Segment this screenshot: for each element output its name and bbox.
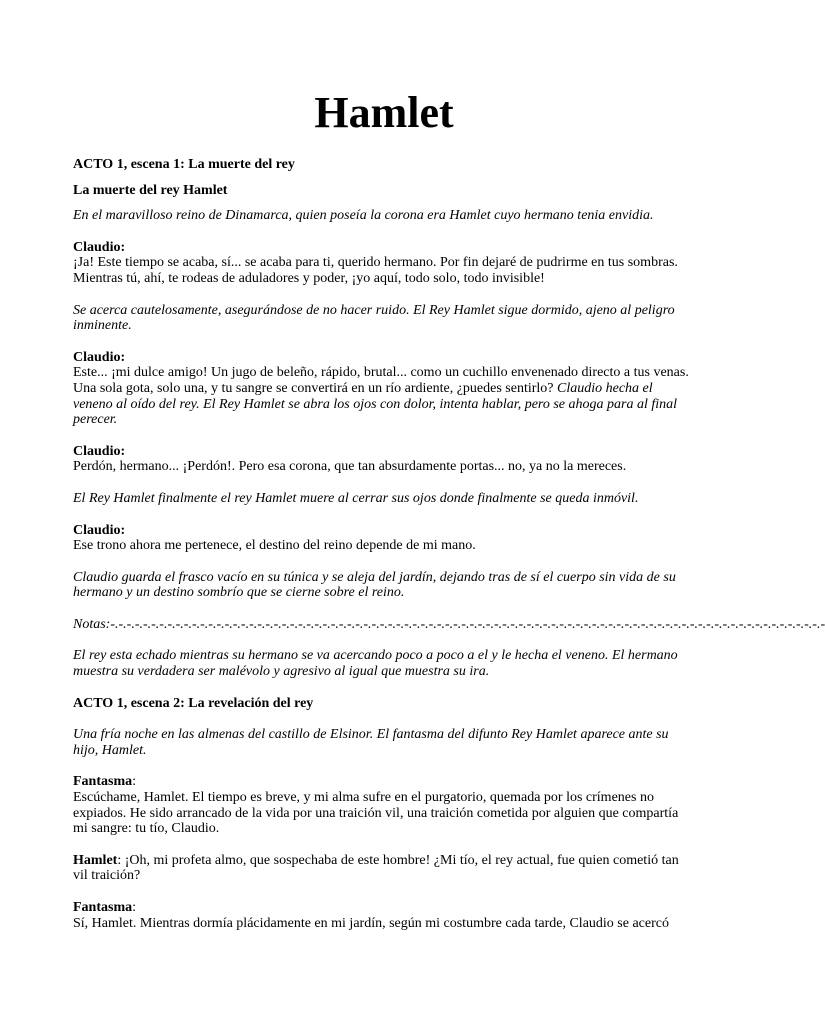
stage-direction-1: En el maravilloso reino de Dinamarca, quien poseía la corona era Hamlet cuyo hermano tenia envidia. — [73, 208, 654, 224]
dialogue-fantasma-2 — [73, 900, 695, 931]
dialogue-line: Este... ¡mi dulce amigo! Un jugo de beleño, rápido, brutal... como un cuchillo envenenado directo a tus venas. Una sola gota, solo una, y tu sangre se convertirá en un río ardiente, ¿puedes sentirlo? — [73, 365, 689, 396]
dialogue-claudio-2 — [73, 350, 695, 428]
dialogue-claudio-1 — [73, 240, 695, 287]
notes-divider: Notas:-.-.-.-.-.-.-.-.-.-.-.-.-.-.-.-.-.-.-.-.-.-.-.-.-.-.-.-.-.-.-.-.-.-.-.-.-.-.-.-.-.-.-.-.-.-.-.-.-.-.-.-.-.-.-.-.-.-.-.-.-.-.-.-.-.-.-.-.-.-.-.-.-.-.-.-.-.-.-.-.-.-.-.-.-.-.-.- — [73, 616, 825, 632]
act1-scene1-subheading: La muerte del rey Hamlet — [73, 182, 228, 198]
dialogue-text: Perdón, hermano... ¡Perdón!. Pero esa corona, que tan absurdamente portas... no, ya no la mereces. — [73, 459, 627, 475]
dialogue-claudio-3 — [73, 444, 695, 475]
dialogue-text: : ¡Oh, mi profeta almo, que sospechaba de este hombre! ¿Mi tío, el rey actual, fue quien cometió tan vil traición? — [73, 852, 679, 884]
speaker-claudio: Claudio: — [73, 443, 126, 459]
stage-direction-4: Claudio guarda el frasco vacío en su túnica y se aleja del jardín, dejando tras de sí el cuerpo sin vida de su hermano y un destino sombrío que se cierne sobre el reino. — [73, 569, 676, 601]
speaker-hamlet: Hamlet — [73, 852, 118, 868]
stage-direction-5: Una fría noche en las almenas del castillo de Elsinor. El fantasma del difunto Rey Hamlet aparece ante su hijo, Hamlet. — [73, 727, 669, 758]
speaker-colon: : — [132, 900, 137, 915]
notes-text: El rey esta echado mientras su hermano se va acercando poco a poco a el y le hecha el veneno. El hermano muestra su verdadera ser malévolo y agresivo al igual que muestra su ira. — [73, 648, 678, 680]
speaker-colon: : — [132, 774, 137, 790]
document-body — [73, 86, 825, 947]
speaker-line — [73, 774, 695, 790]
act1-scene1-heading: ACTO 1, escena 1: La muerte del rey — [73, 157, 295, 172]
dialogue-hamlet-1 — [73, 853, 695, 884]
inline-stage-direction: Claudio hecha el veneno al oído del rey. El Rey Hamlet se abra los ojos con dolor, intenta hablar, pero se ahoga para al final perecer. — [73, 380, 678, 428]
speaker-claudio: Claudio: — [73, 239, 126, 255]
speaker-fantasma: Fantasma — [73, 774, 133, 790]
dialogue-text: Escúchame, Hamlet. El tiempo es breve, y mi alma sufre en el purgatorio, quemada por los crímenes no expiados. He sido arrancado de la vida por una traición vil, una traición cometida por alguien que compartía mi sangre: tu tío, Claudio. — [73, 790, 679, 837]
dialogue-text: Sí, Hamlet. Mientras dormía plácidamente en mi jardín, según mi costumbre cada tarde, Claudio se acercó — [73, 915, 669, 931]
dialogue-text: ¡Ja! Este tiempo se acaba, sí... se acaba para ti, querido hermano. Por fin dejaré de pudrirme en tus sombras. Mientras tú, ahí, te rodeas de aduladores y poder, ¡yo aquí, todo solo, todo invisible! — [73, 255, 678, 286]
act1-scene2-heading: ACTO 1, escena 2: La revelación del rey — [73, 695, 314, 711]
document-title: Hamlet — [314, 88, 454, 137]
dialogue-claudio-4 — [73, 523, 695, 554]
dialogue-text — [73, 365, 695, 427]
speaker-fantasma: Fantasma — [73, 900, 133, 915]
stage-direction-3: El Rey Hamlet finalmente el rey Hamlet muere al cerrar sus ojos donde finalmente se queda inmóvil. — [73, 490, 639, 506]
dialogue-fantasma-1 — [73, 774, 695, 836]
stage-direction-2: Se acerca cautelosamente, asegurándose de no hacer ruido. El Rey Hamlet sigue dormido, ajeno al peligro inminente. — [73, 302, 675, 334]
speaker-claudio: Claudio: — [73, 522, 126, 538]
dialogue-text: Ese trono ahora me pertenece, el destino del reino depende de mi mano. — [73, 538, 476, 554]
speaker-claudio: Claudio: — [73, 349, 126, 365]
speaker-line — [73, 900, 695, 916]
